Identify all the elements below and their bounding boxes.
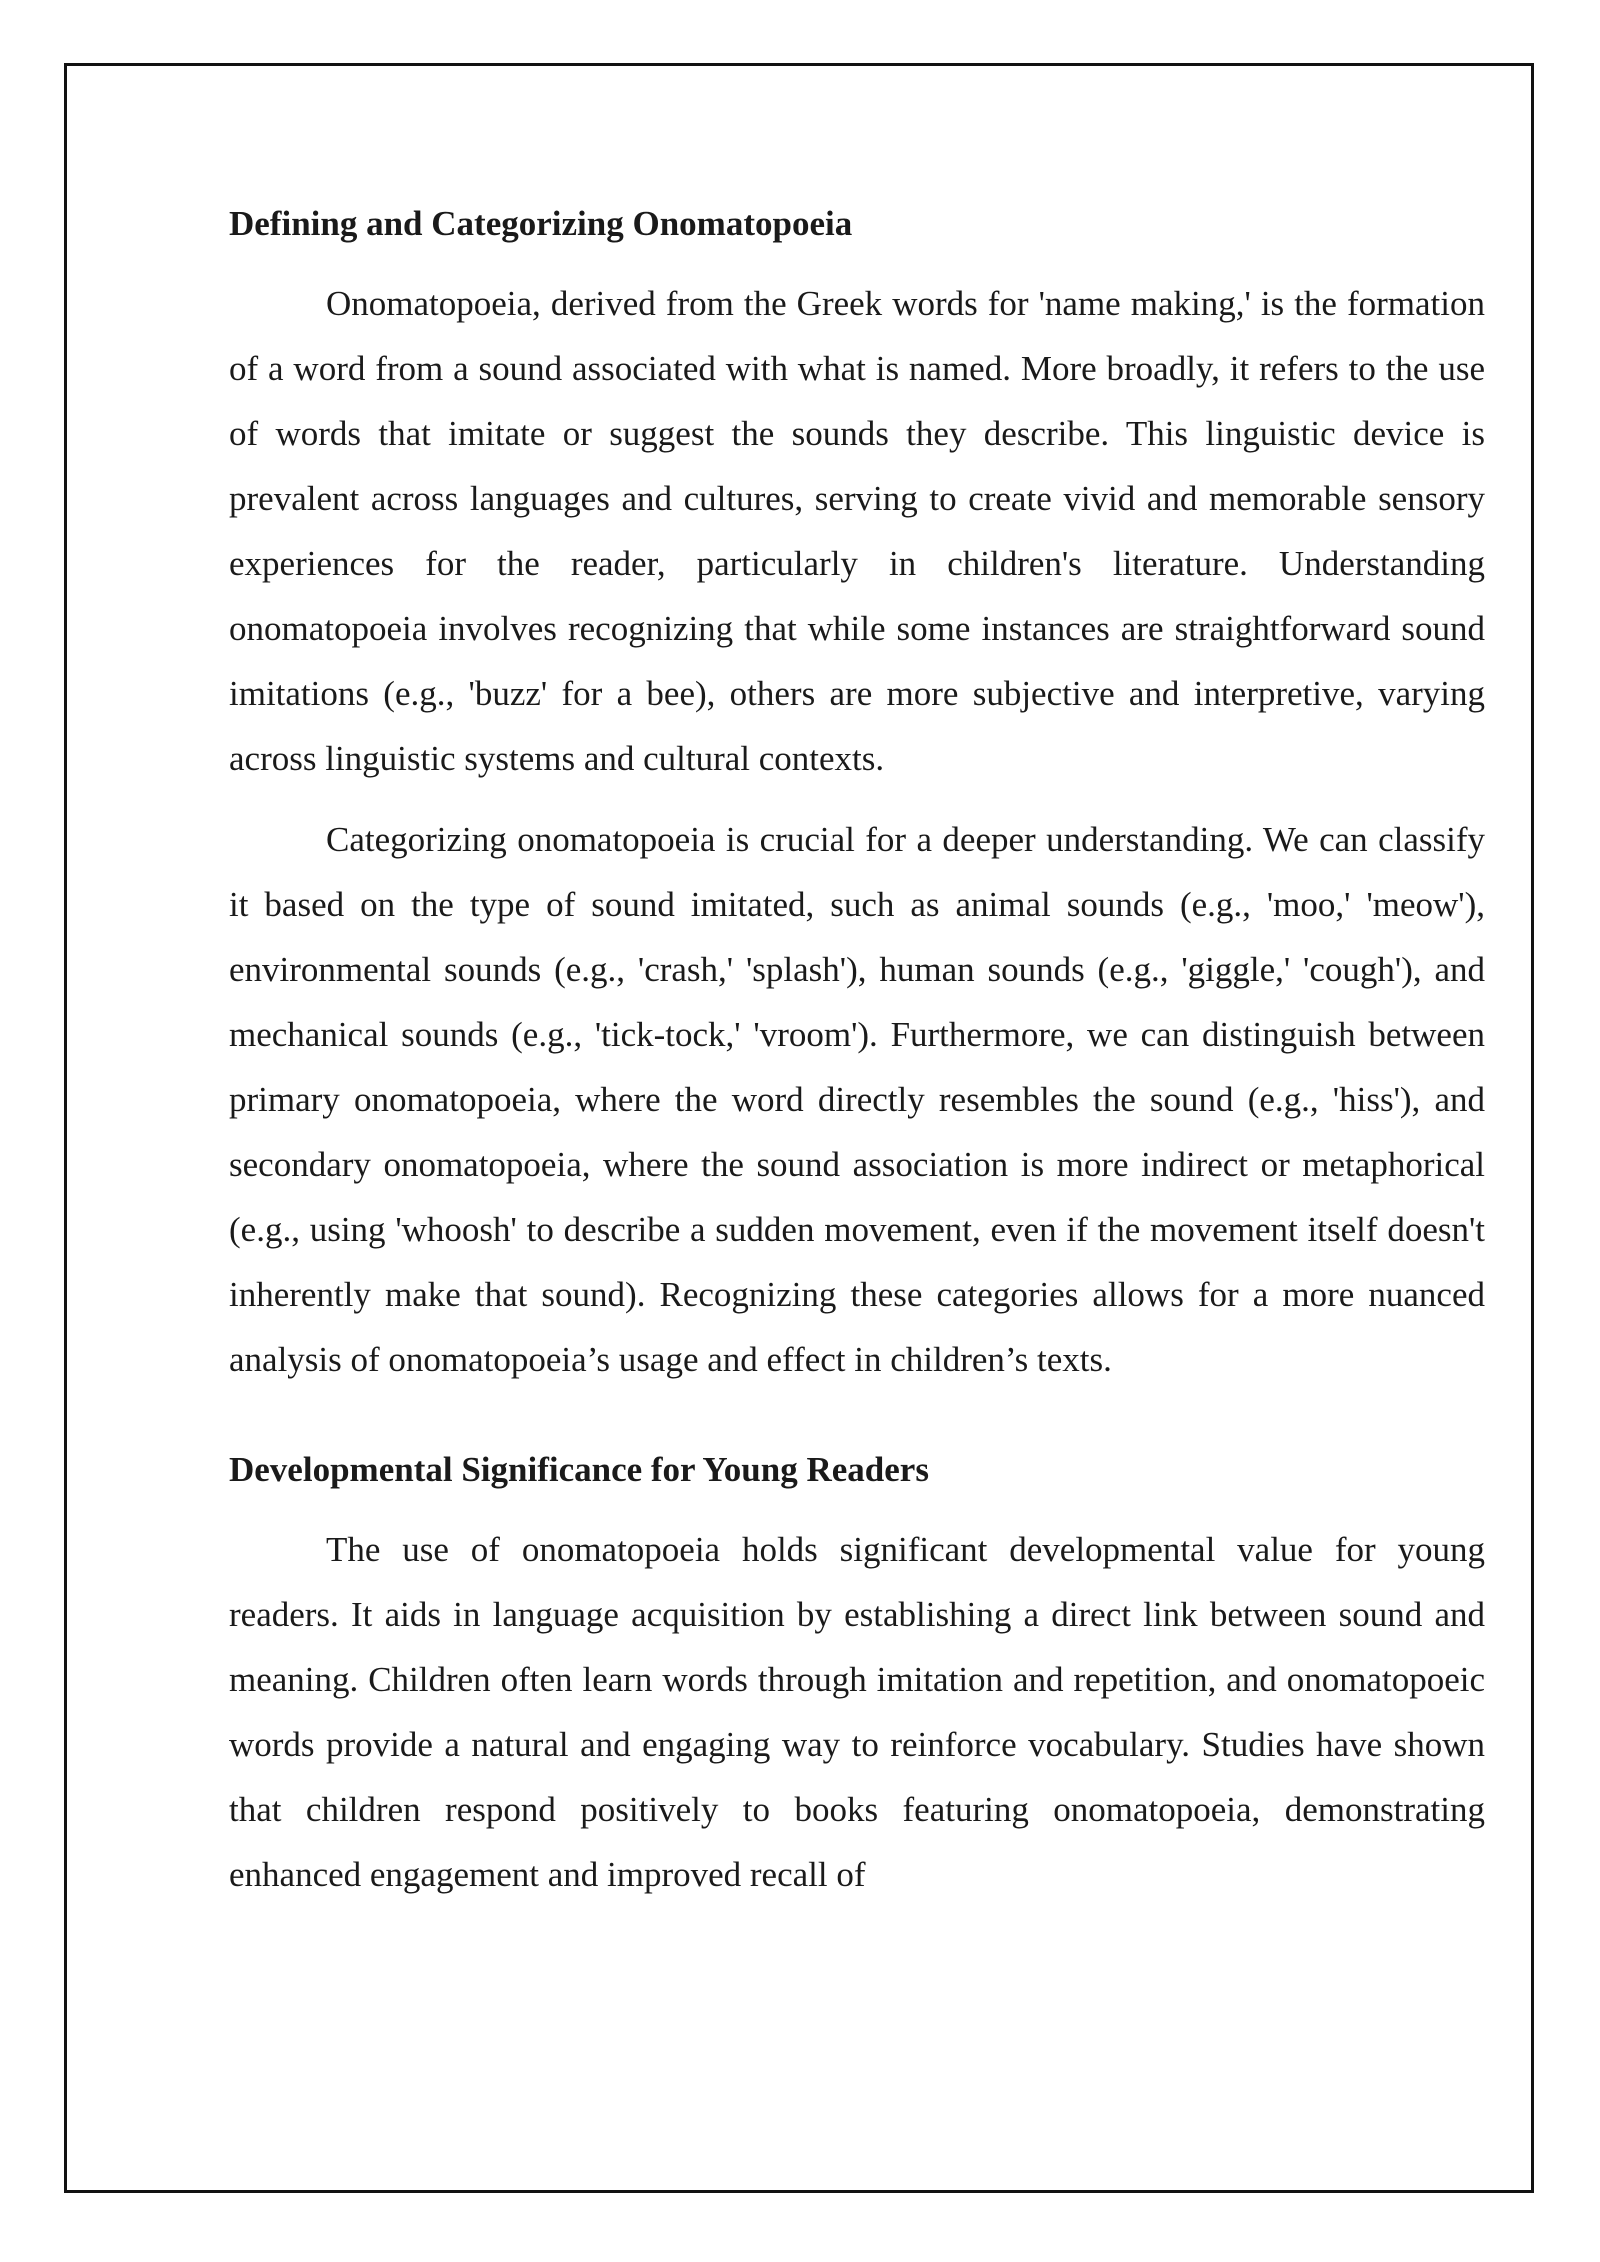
section-heading-developmental: Developmental Significance for Young Readers xyxy=(229,1450,929,1489)
paragraph-developmental: The use of onomatopoeia holds significant developmental value for young readers. It aids in language acquisition by establishing a direct link between sound and meaning. Children often learn words through imitation and repetition, and onomatopoeic words provide a natural and engaging way to reinforce vocabulary. Studies have shown that children respond positively to books featuring onomatopoeia, demonstrating enhanced engagement and improved recall of xyxy=(229,1530,1485,1894)
paragraph-categorizing: Categorizing onomatopoeia is crucial for a deeper understanding. We can classify it based on the type of sound imitated, such as animal sounds (e.g., 'moo,' 'meow'), environmental sounds (e.g., 'crash,' 'splash'), human sounds (e.g., 'giggle,' 'cough'), and mechanical sounds (e.g., 'tick-tock,' 'vroom'). Furthermore, we can distinguish between primary onomatopoeia, where the word directly resembles the sound (e.g., 'hiss'), and secondary onomatopoeia, where the sound association is more indirect or metaphorical (e.g., using 'whoosh' to describe a sudden movement, even if the movement itself doesn't inherently make that sound). Recognizing these categories allows for a more nuanced analysis of onomatopoeia’s usage and effect in children’s texts. xyxy=(229,820,1485,1379)
section-heading-defining: Defining and Categorizing Onomatopoeia xyxy=(229,204,853,243)
paragraph-definition: Onomatopoeia, derived from the Greek words for 'name making,' is the formation of a word from a sound associated with what is named. More broadly, it refers to the use of words that imitate or suggest the sounds they describe. This linguistic device is prevalent across languages and cultures, serving to create vivid and memorable sensory experiences for the reader, particularly in children's literature. Understanding onomatopoeia involves recognizing that while some instances are straightforward sound imitations (e.g., 'buzz' for a bee), others are more subjective and interpretive, varying across linguistic systems and cultural contexts. xyxy=(229,284,1485,778)
document-body xyxy=(229,195,1485,1907)
